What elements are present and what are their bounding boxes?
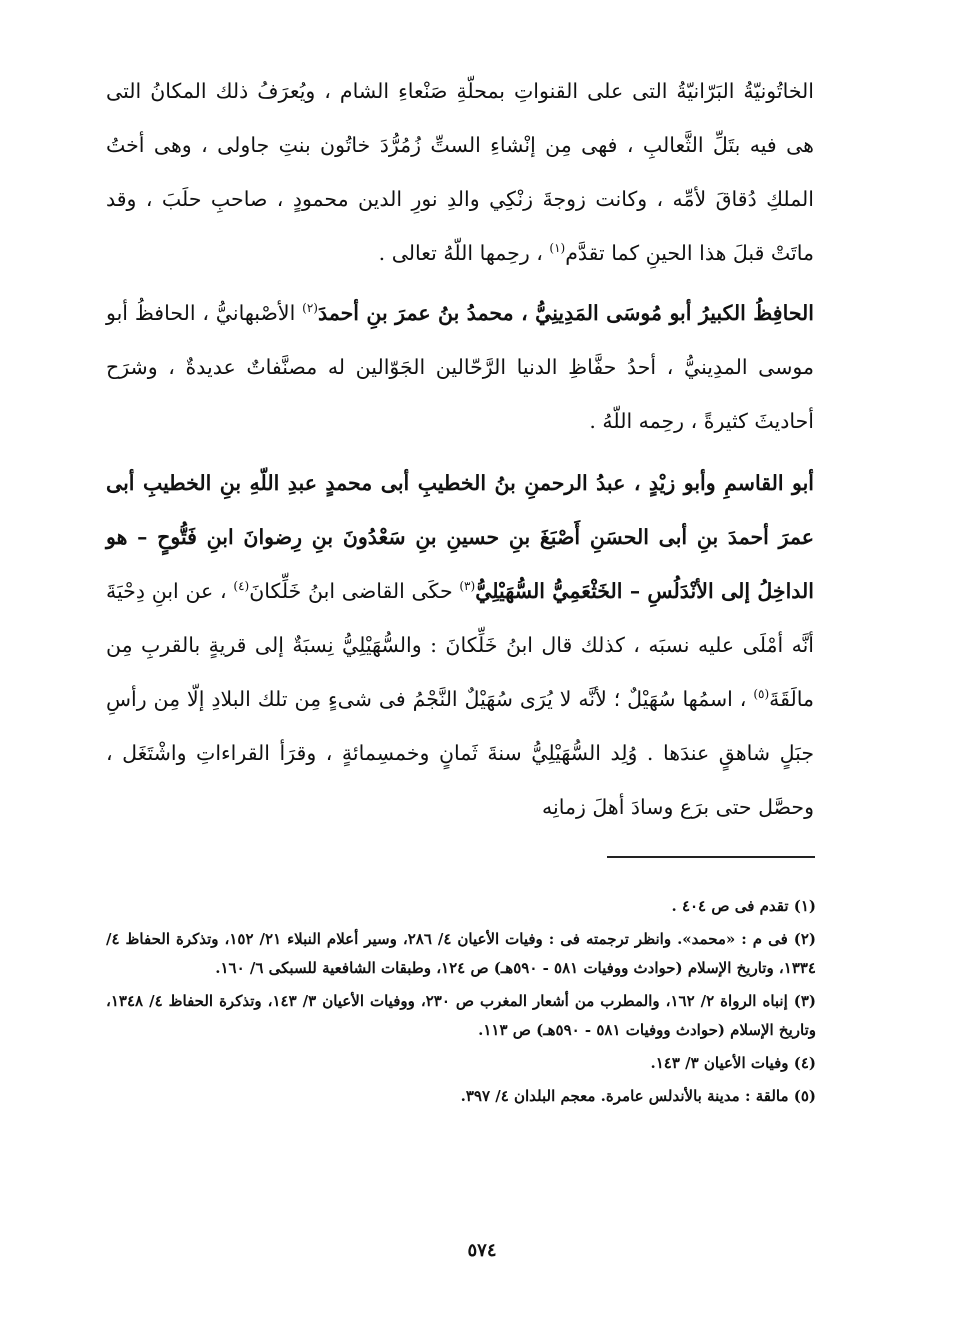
footnotes-section [106, 892, 816, 1115]
paragraph-al-suhayli [106, 456, 814, 834]
entry-heading: الحافِظُ الكبيرُ أبو مُوسَى المَدِينِيُّ ، محمدُ بنُ عمرَ بنِ أحمدَ [317, 301, 814, 325]
footnote-ref-5: (٥) [753, 687, 770, 702]
main-text-body [106, 64, 814, 844]
page-number: ٥٧٤ [467, 1240, 497, 1261]
footnote-2: (٢) فى م : «محمد». وانظر ترجمته فى : وفيات الأعيان ٤/ ٢٨٦، وسير أعلام النبلاء ٢١/ ١٥٢، وتذكرة الحفاظ ٤/ ١٣٣٤، وتاريخ الإسلام (حوادث ووفيات ٥٨١ - ٥٩٠هـ) ص ١٢٤، وطبقات الشافعية للسبكى ٦/ ١٦٠. [106, 930, 817, 977]
footnote-separator [607, 856, 815, 858]
footnote-3: (٣) إنباه الرواة ٢/ ١٦٢، والمطرب من أشعار المغرب ص ٢٣٠، ووفيات الأعيان ٣/ ١٤٣، وتذكرة الحفاظ ٤/ ١٣٤٨، وتاريخ الإسلام (حوادث ووفيات ٥٨١ - ٥٩٠هـ) ص ١١٣. [106, 992, 817, 1039]
entry-heading: أبو القاسمِ وأبو زيْدٍ ، عبدُ الرحمنِ بنُ الخطيبِ أبى محمدٍ عبدِ اللّهِ بنِ الخطيبِ أبى عمرَ أحمدَ بنِ أبى الحسَنِ أَصْبَغَ بنِ حسينِ بنِ سَعْدُونَ بنِ رِضوانَ ابنِ فَتُّوحٍ – هو الداخِلُ إلى الأنْدَلُسِ – الخَثْعَمِيُّ السُّهَيْلِيُّ [106, 471, 814, 603]
text-segment: ، رحِمها اللّهُ تعالى . [378, 241, 550, 265]
footnote-1: (١) تقدم فى ص ٤٠٤ . [671, 897, 816, 915]
footnote-ref-1: (١) [549, 241, 566, 256]
text-segment: الأصْبهانيُّ ، الحافظُ أبو موسى المدِينيُّ ، أحدُ حفَّاظِ الدنيا الرَّحّالين الجَوّالين له مصنَّفاتٌ عديدةٌ ، وشرَح أحاديثَ كثيرةً ، رحِمه اللّهُ . [106, 301, 814, 433]
footnote-ref-4: (٤) [233, 579, 250, 594]
paragraph-khatuniyya [106, 64, 814, 280]
text-segment: ، اسمُها سُهَيْلٌ ؛ لأنَّه لا يُرَى سُهَيْلٌ النَّجْمُ فى شىءٍ مِن تلك البلادِ إلّا مِن رأسِ جبَلٍ شاهقٍ عندَها . وُلِد السُّهَيْلِيُّ سنةَ ثَمانٍ وخمسِمائةٍ ، وقرَأ القراءاتِ واشْتَغَل ، وحصَّل حتى برَع وسادَ أهلَ زمانِه [106, 687, 814, 819]
footnote-ref-3: (٣) [459, 579, 476, 594]
footnote-5: (٥) مالقة : مدينة بالأندلس عامرة. معجم البلدان ٤/ ٣٩٧. [460, 1087, 816, 1105]
footnote-ref-2: (٢) [302, 301, 318, 316]
paragraph-abu-musa-al-madini [106, 286, 814, 448]
text-segment: الخاتُونيّةُ البَرّانيّةُ التى على القنواتِ بمحلّةِ صَنْعاءِ الشام ، ويُعرَفُ ذلك المكانُ التى هى فيه بتَلِّ الثَّعالبِ ، فهى مِن إنْشاءِ الستِّ زُمُرُّدَ خاتُون بنتِ جاولى ، وهى أختُ الملكِ دُقاقَ لأمِّه ، وكانت زوجةَ زنْكِي والدِ نورِ الدين محمودٍ ، صاحبِ حلَبَ ، وقد ماتَتْ قبلَ هذا الحينِ كما تقدَّم [106, 79, 814, 265]
text-segment: حكَى القاضى ابنُ خَلِّكانَ [249, 579, 460, 603]
footnote-4: (٤) وفيات الأعيان ٣/ ١٤٣. [650, 1054, 816, 1072]
text-segment: ، عن ابنِ دِحْيَةَ أنَّه أمْلَى عليه نسبَه ، كذلك قال ابنُ خَلِّكانَ : والسُّهَيْلِيُّ نِسبَةٌ إلى قريةٍ بالقربِ مِن مالَقَةَ [106, 579, 814, 711]
